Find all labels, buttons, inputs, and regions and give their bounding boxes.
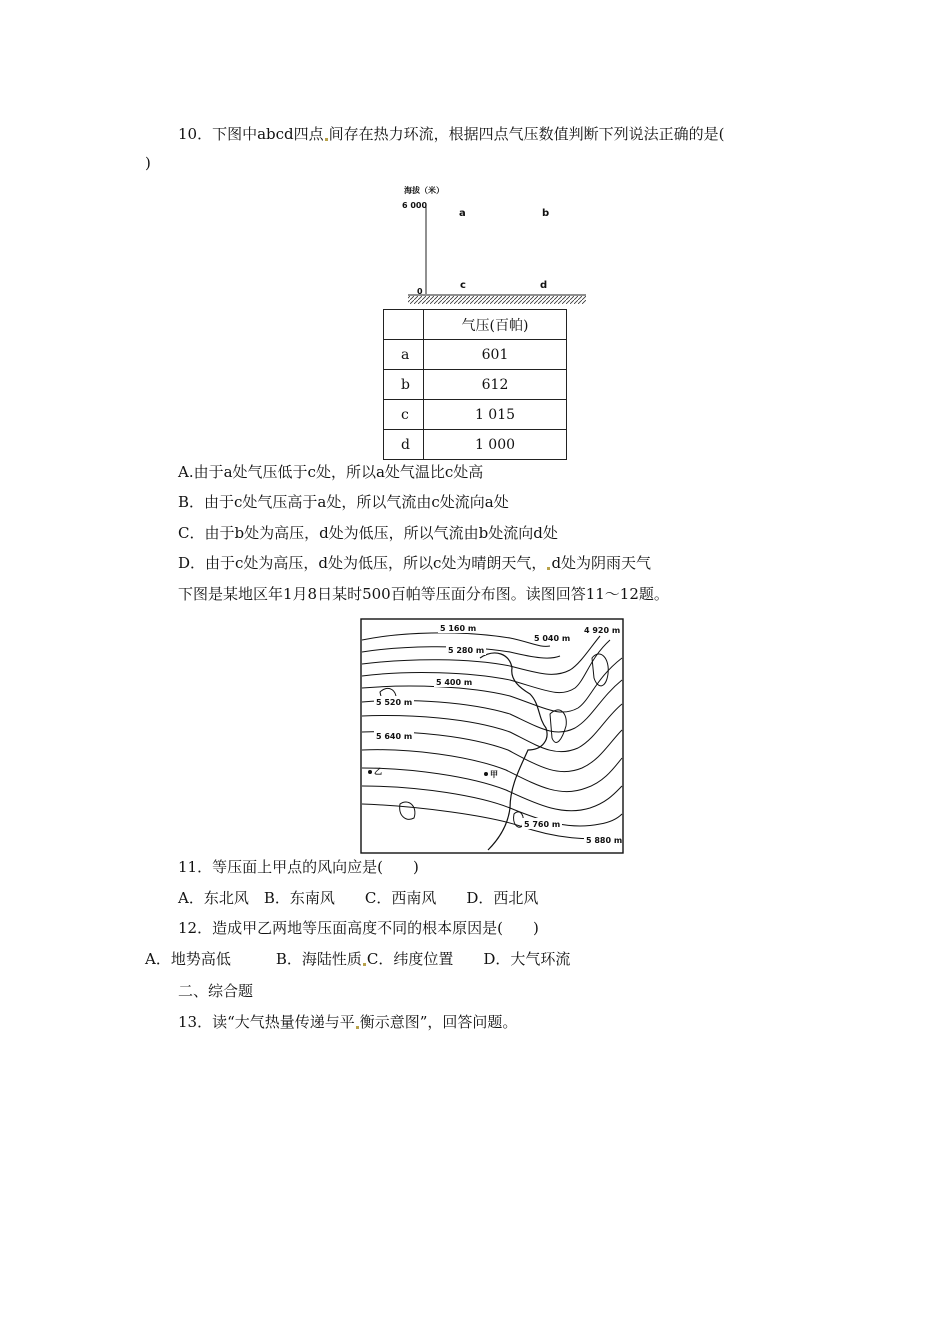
q10-option-c: C．由于b处为高压，d处为低压，所以气流由b处流向d处 bbox=[178, 524, 558, 542]
contour-label: 5 160 m bbox=[440, 624, 477, 633]
table-cell: c bbox=[384, 400, 424, 430]
axis-title: 海拔（米） bbox=[404, 186, 444, 195]
ground-hatching bbox=[408, 296, 586, 304]
q10-option-d bbox=[178, 553, 651, 573]
table-cell: 1 000 bbox=[424, 430, 567, 460]
table-cell: 612 bbox=[424, 370, 567, 400]
point-yi-label: 乙 bbox=[374, 767, 382, 776]
q10-option-a: A.由于a处气压低于c处，所以a处气温比c处高 bbox=[178, 463, 484, 481]
q13-part2: 衡示意图”，回答问题。 bbox=[359, 1013, 518, 1031]
table-cell: 601 bbox=[424, 340, 567, 370]
contour-label: 5 400 m bbox=[436, 678, 473, 687]
point-a: a bbox=[459, 208, 466, 219]
q10-option-b: B．由于c处气压高于a处，所以气流由c处流向a处 bbox=[178, 493, 509, 511]
point-jia-label: 甲 bbox=[490, 770, 498, 779]
q10-option-d-part2: d处为阴雨天气 bbox=[551, 554, 652, 572]
contour-label: 5 760 m bbox=[524, 820, 561, 829]
contour-label: 5 520 m bbox=[376, 698, 413, 707]
point-c: c bbox=[460, 280, 466, 291]
mark-dot bbox=[363, 963, 366, 966]
mark-dot bbox=[547, 567, 550, 570]
table-cell: d bbox=[384, 430, 424, 460]
q11-stem: 11．等压面上甲点的风向应是( ) bbox=[178, 858, 419, 876]
q11-options: A．东北风 B．东南风 C．西南风 D．西北风 bbox=[178, 889, 539, 907]
section-heading: 二、综合题 bbox=[178, 982, 254, 1000]
table-cell: b bbox=[384, 370, 424, 400]
axis-zero-value: 0 bbox=[417, 287, 423, 296]
q13-stem bbox=[178, 1012, 517, 1032]
axis-top-value: 6 000 bbox=[402, 201, 428, 210]
pressure-table bbox=[383, 309, 567, 460]
point-b: b bbox=[542, 208, 550, 219]
table-header-cell: 气压(百帕) bbox=[424, 310, 567, 340]
q12-options-part1: A．地势高低 B．海陆性质 bbox=[145, 950, 362, 968]
q10-stem-line2: ) bbox=[145, 154, 151, 172]
point-d: d bbox=[540, 280, 548, 291]
point-jia-marker bbox=[484, 772, 488, 776]
contour-label: 4 920 m bbox=[584, 626, 621, 635]
table-header-cell bbox=[384, 310, 424, 340]
table-header-row bbox=[384, 310, 567, 340]
contour-label: 5 880 m bbox=[586, 836, 623, 845]
table-row bbox=[384, 430, 567, 460]
table-row bbox=[384, 370, 567, 400]
mark-dot bbox=[356, 1026, 359, 1029]
q10-option-d-part1: D．由于c处为高压，d处为低压，所以c处为晴朗天气， bbox=[178, 554, 547, 572]
q12-stem: 12．造成甲乙两地等压面高度不同的根本原因是( ) bbox=[178, 919, 539, 937]
altitude-diagram bbox=[398, 180, 598, 308]
q10-stem-part2: 间存在热力环流，根据四点气压数值判断下列说法正确的是( bbox=[328, 125, 725, 143]
contour-label: 5 640 m bbox=[376, 732, 413, 741]
table-row bbox=[384, 340, 567, 370]
isobaric-map bbox=[360, 618, 624, 854]
q13-part1: 13．读“大气热量传递与平 bbox=[178, 1013, 355, 1031]
mark-dot bbox=[325, 138, 328, 141]
intro-11-12: 下图是某地区年1月8日某时500百帕等压面分布图。读图回答11～12题。 bbox=[178, 585, 669, 603]
q10-stem-part1: 10．下图中abcd四点 bbox=[178, 125, 324, 143]
contour-label: 5 280 m bbox=[448, 646, 485, 655]
contour-label: 5 040 m bbox=[534, 634, 571, 643]
q12-options-part2: C．纬度位置 D．大气环流 bbox=[366, 950, 571, 968]
q12-options bbox=[145, 949, 570, 969]
point-yi-marker bbox=[368, 770, 372, 774]
table-cell: 1 015 bbox=[424, 400, 567, 430]
q10-stem-line1 bbox=[178, 124, 725, 144]
table-row bbox=[384, 400, 567, 430]
table-cell: a bbox=[384, 340, 424, 370]
